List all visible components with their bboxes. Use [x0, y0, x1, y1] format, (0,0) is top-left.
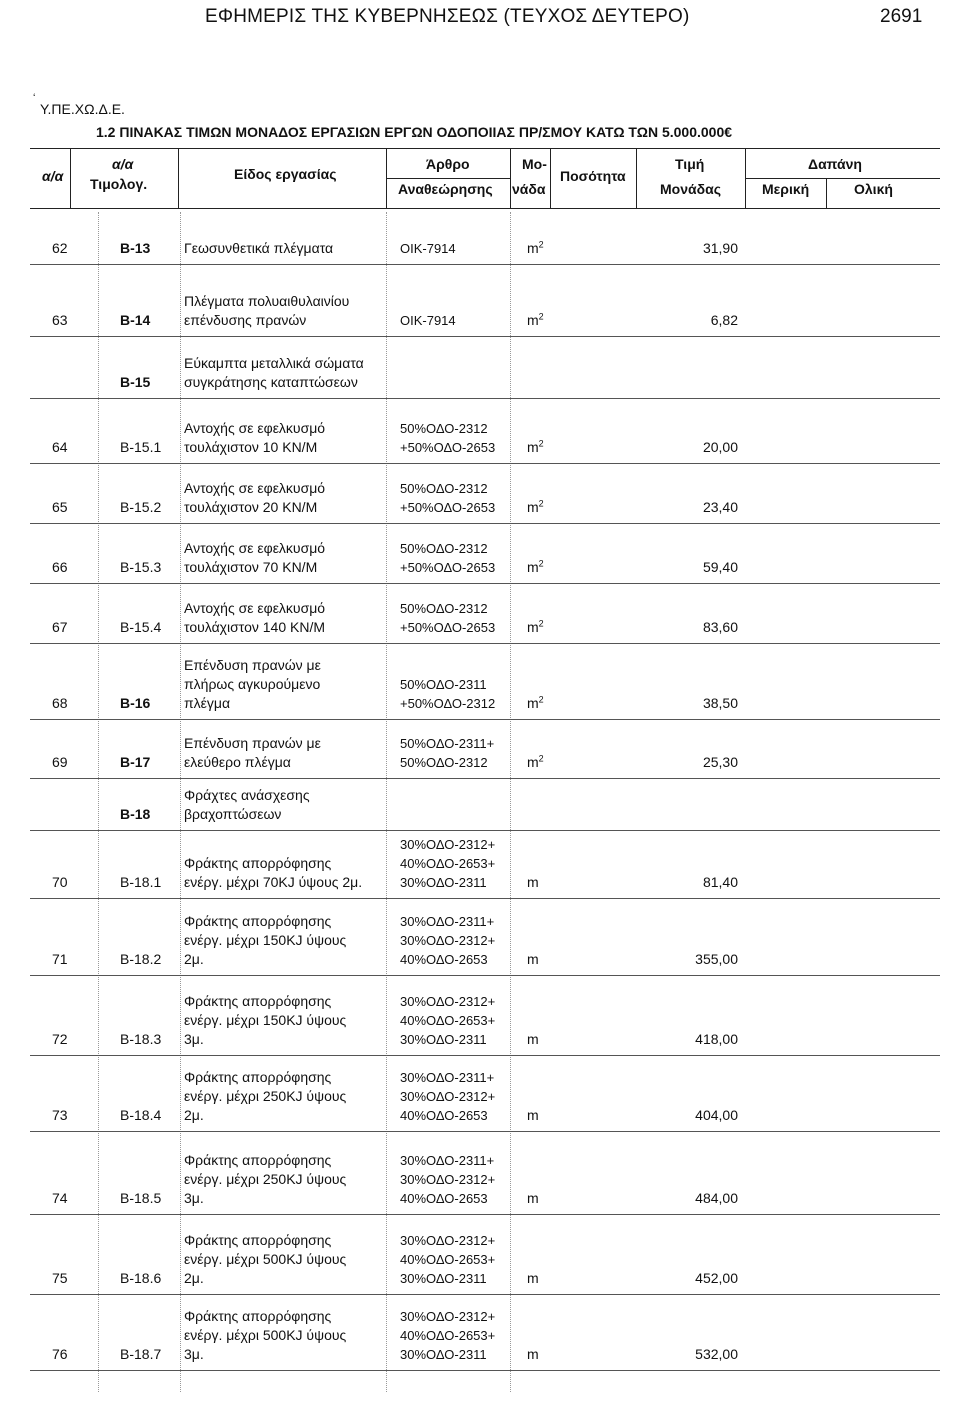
row-article: 30%ΟΔΟ-2311 [400, 875, 487, 890]
row-unit-price: 83,60 [702, 619, 738, 635]
table-row [0, 645, 960, 713]
organization-label: Υ.ΠΕ.ΧΩ.Δ.Ε. [40, 101, 125, 117]
row-description: ενέργ. μέχρι 150KJ ύψους [184, 932, 347, 948]
row-article: ΟΙΚ-7914 [400, 241, 456, 256]
table-header [0, 148, 960, 210]
row-article: 30%ΟΔΟ-2312+ [400, 1309, 496, 1324]
header-monados: Μονάδας [660, 181, 721, 197]
row-article: 30%ΟΔΟ-2311+ [400, 914, 495, 929]
header-timologiou: Τιμολογ. [90, 176, 148, 192]
row-divider [30, 1214, 940, 1215]
row-unit: m [527, 1190, 539, 1206]
header-timi: Τιμή [675, 156, 705, 172]
row-description: Φράκτης απορρόφησης [184, 1232, 332, 1248]
row-article: 30%ΟΔΟ-2312+ [400, 933, 496, 948]
row-aa: 70 [52, 874, 68, 890]
row-unit: m [527, 1270, 539, 1286]
row-description: Φράκτης απορρόφησης [184, 1152, 332, 1168]
row-unit: $m^2$ [527, 311, 544, 328]
row-article: 50%ΟΔΟ-2311 [400, 677, 487, 692]
row-unit-price: 532,00 [695, 1346, 738, 1362]
row-unit-price: 452,00 [695, 1270, 738, 1286]
row-description: ενέργ. μέχρι 500KJ ύψους [184, 1251, 347, 1267]
row-aa: 76 [52, 1346, 68, 1362]
row-description: βραχοπτώσεων [184, 806, 282, 822]
row-description: Φράχτες ανάσχεσης [184, 787, 310, 803]
row-description: Πλέγματα πολυαιθυλαινίου [184, 293, 350, 309]
row-article: 40%ΟΔΟ-2653 [400, 1191, 488, 1206]
row-aa: 67 [52, 619, 68, 635]
row-unit-price: 484,00 [695, 1190, 738, 1206]
row-code: Β-14 [120, 312, 151, 328]
table-row [0, 525, 960, 577]
row-unit-price: 25,30 [702, 754, 738, 770]
row-unit-price: 38,50 [702, 695, 738, 711]
row-description: Φράκτης απορρόφησης [184, 1308, 332, 1324]
row-unit: $m^2$ [527, 558, 544, 575]
row-article: 40%ΟΔΟ-2653 [400, 1108, 488, 1123]
row-description: Εύκαμπτα μεταλλικά σώματα [184, 355, 364, 371]
row-description: 2μ. [184, 1107, 204, 1123]
row-description: συγκράτησης καταπτώσεων [184, 374, 358, 390]
row-description: 3μ. [184, 1190, 204, 1206]
table-row [0, 405, 960, 457]
row-divider [30, 523, 940, 524]
row-code: Β-15.2 [120, 499, 162, 515]
row-divider [30, 643, 940, 644]
row-description: Αντοχής σε εφελκυσμό [184, 420, 326, 436]
row-code: Β-13 [120, 240, 151, 256]
row-divider [30, 463, 940, 464]
row-code: Β-18.3 [120, 1031, 162, 1047]
row-divider [30, 1294, 940, 1295]
row-description: ελεύθερο πλέγμα [184, 754, 291, 770]
row-unit-price: 20,00 [702, 439, 738, 455]
row-article: 40%ΟΔΟ-2653+ [400, 1328, 496, 1343]
row-aa: 62 [52, 240, 68, 256]
row-divider [30, 264, 940, 265]
row-code: Β-17 [120, 754, 151, 770]
row-article: 30%ΟΔΟ-2311+ [400, 1153, 495, 1168]
row-description: πλέγμα [184, 695, 231, 711]
row-article: 30%ΟΔΟ-2311+ [400, 1070, 495, 1085]
page-header [0, 0, 960, 40]
row-divider [30, 1131, 940, 1132]
row-description: Αντοχής σε εφελκυσμό [184, 600, 326, 616]
row-divider [30, 1370, 940, 1371]
row-article: ΟΙΚ-7914 [400, 313, 456, 328]
row-aa: 64 [52, 439, 68, 455]
row-description: Φράκτης απορρόφησης [184, 1069, 332, 1085]
row-aa: 71 [52, 951, 68, 967]
table-row [0, 828, 960, 892]
row-code: Β-15 [120, 374, 151, 390]
row-article: 40%ΟΔΟ-2653+ [400, 856, 496, 871]
table-row [0, 905, 960, 969]
table-row [0, 340, 960, 392]
table-row [0, 222, 960, 258]
row-divider [30, 778, 940, 779]
header-dapani: Δαπάνη [808, 156, 862, 172]
row-aa: 66 [52, 559, 68, 575]
header-oliki: Ολική [854, 181, 893, 197]
row-article: 40%ΟΔΟ-2653+ [400, 1013, 496, 1028]
row-description: 3μ. [184, 1346, 204, 1362]
row-description: 2μ. [184, 1270, 204, 1286]
row-article: 30%ΟΔΟ-2312+ [400, 1233, 496, 1248]
row-aa: 63 [52, 312, 68, 328]
row-unit-price: 418,00 [695, 1031, 738, 1047]
row-aa: 65 [52, 499, 68, 515]
row-description: ενέργ. μέχρι 150KJ ύψους [184, 1012, 347, 1028]
row-article: 30%ΟΔΟ-2312+ [400, 1089, 496, 1104]
row-description: ενέργ. μέχρι 500KJ ύψους [184, 1327, 347, 1343]
row-description: ενέργ. μέχρι 250KJ ύψους [184, 1088, 347, 1104]
header-anatheorisis: Αναθεώρησης [398, 181, 493, 197]
row-code: Β-18.6 [120, 1270, 162, 1286]
row-divider [30, 975, 940, 976]
row-unit: $m^2$ [527, 498, 544, 515]
row-article: +50%ΟΔΟ-2653 [400, 500, 496, 515]
table-title: 1.2 ΠΙΝΑΚΑΣ ΤΙΜΩΝ ΜΟΝΑΔΟΣ ΕΡΓΑΣΙΩΝ ΕΡΓΩΝ ΟΔΟΠΟΙΙΑΣ ΠΡ/ΣΜΟΥ ΚΑΤΩ ΤΩΝ 5.000.000€ [96, 124, 733, 140]
row-code: Β-18 [120, 806, 151, 822]
row-article: 30%ΟΔΟ-2311 [400, 1271, 487, 1286]
row-article: 30%ΟΔΟ-2312+ [400, 837, 496, 852]
row-code: Β-15.4 [120, 619, 162, 635]
row-aa: 75 [52, 1270, 68, 1286]
row-article: 40%ΟΔΟ-2653 [400, 952, 488, 967]
header-aa-tim: α/α [112, 156, 134, 172]
row-unit: $m^2$ [527, 618, 544, 635]
row-unit: m [527, 951, 539, 967]
table-row [0, 1055, 960, 1125]
row-article: 50%ΟΔΟ-2312 [400, 421, 488, 436]
row-article: +50%ΟΔΟ-2653 [400, 560, 496, 575]
row-article: +50%ΟΔΟ-2653 [400, 440, 496, 455]
header-meriki: Μερική [762, 181, 810, 197]
table-row [0, 1220, 960, 1288]
row-article: 50%ΟΔΟ-2312 [400, 541, 488, 556]
row-description: επένδυσης πρανών [184, 312, 307, 328]
row-divider [30, 898, 940, 899]
row-description: πλήρως αγκυρούμενο [184, 676, 321, 692]
row-code: Β-18.1 [120, 874, 162, 890]
page-number: 2691 [880, 6, 923, 27]
header-arthro: Άρθρο [426, 156, 470, 172]
row-description: Επένδυση πρανών με [184, 735, 321, 751]
table-row [0, 1140, 960, 1208]
row-description: τουλάχιστον 20 ΚΝ/Μ [184, 499, 318, 515]
table-row [0, 720, 960, 772]
row-unit: $m^2$ [527, 694, 544, 711]
header-aa: α/α [42, 168, 64, 184]
row-unit: $m^2$ [527, 239, 544, 256]
row-code: Β-18.7 [120, 1346, 162, 1362]
row-code: Β-15.3 [120, 559, 162, 575]
row-description: ενέργ. μέχρι 250KJ ύψους [184, 1171, 347, 1187]
row-unit-price: 6,82 [710, 312, 738, 328]
row-article: 30%ΟΔΟ-2312+ [400, 1172, 496, 1187]
row-unit: m [527, 1107, 539, 1123]
row-description: Φράκτης απορρόφησης [184, 855, 332, 871]
row-description: τουλάχιστον 10 ΚΝ/Μ [184, 439, 318, 455]
row-aa: 72 [52, 1031, 68, 1047]
row-aa: 73 [52, 1107, 68, 1123]
row-divider [30, 398, 940, 399]
row-article: 50%ΟΔΟ-2312 [400, 755, 488, 770]
row-unit: m [527, 1346, 539, 1362]
row-unit-price: 81,40 [702, 874, 738, 890]
row-article: 30%ΟΔΟ-2312+ [400, 994, 496, 1009]
tick-mark: ‘ [33, 92, 36, 104]
row-code: Β-18.4 [120, 1107, 162, 1123]
row-description: 3μ. [184, 1031, 204, 1047]
row-aa: 74 [52, 1190, 68, 1206]
table-row [0, 268, 960, 330]
table-row [0, 585, 960, 637]
row-divider [30, 583, 940, 584]
row-aa: 68 [52, 695, 68, 711]
row-code: Β-16 [120, 695, 151, 711]
row-description: 2μ. [184, 951, 204, 967]
row-unit-price: 355,00 [695, 951, 738, 967]
row-article: 50%ΟΔΟ-2311+ [400, 736, 495, 751]
row-unit: m [527, 874, 539, 890]
row-unit: m [527, 1031, 539, 1047]
row-unit-price: 31,90 [702, 240, 738, 256]
row-unit-price: 404,00 [695, 1107, 738, 1123]
row-description: τουλάχιστον 70 ΚΝ/Μ [184, 559, 318, 575]
row-divider [30, 336, 940, 337]
table-row [0, 1298, 960, 1364]
row-code: Β-15.1 [120, 439, 162, 455]
table-row [0, 465, 960, 517]
row-unit: $m^2$ [527, 753, 544, 770]
header-posotita: Ποσότητα [560, 168, 626, 184]
row-description: Αντοχής σε εφελκυσμό [184, 540, 326, 556]
row-article: 30%ΟΔΟ-2311 [400, 1347, 487, 1362]
row-unit: $m^2$ [527, 438, 544, 455]
row-description: ενέργ. μέχρι 70KJ ύψους 2μ. [184, 874, 363, 890]
row-aa: 69 [52, 754, 68, 770]
gazette-title: ΕΦΗΜΕΡΙΣ ΤΗΣ ΚΥΒΕΡΝΗΣΕΩΣ (ΤΕΥΧΟΣ ΔΕΥΤΕΡΟ) [205, 6, 690, 27]
row-description: τουλάχιστον 140 ΚΝ/Μ [184, 619, 326, 635]
row-description: Γεωσυνθετικά πλέγματα [184, 240, 334, 256]
row-article: +50%ΟΔΟ-2312 [400, 696, 496, 711]
row-description: Αντοχής σε εφελκυσμό [184, 480, 326, 496]
row-unit-price: 23,40 [702, 499, 738, 515]
row-description: Επένδυση πρανών με [184, 657, 321, 673]
row-article: 30%ΟΔΟ-2311 [400, 1032, 487, 1047]
header-monada-1: Μο- [522, 156, 547, 172]
row-article: 50%ΟΔΟ-2312 [400, 481, 488, 496]
row-article: 50%ΟΔΟ-2312 [400, 601, 488, 616]
header-eidos: Είδος εργασίας [234, 166, 337, 182]
table-row [0, 780, 960, 824]
table-row [0, 985, 960, 1049]
row-description: Φράκτης απορρόφησης [184, 913, 332, 929]
row-code: Β-18.2 [120, 951, 162, 967]
row-article: +50%ΟΔΟ-2653 [400, 620, 496, 635]
row-description: Φράκτης απορρόφησης [184, 993, 332, 1009]
row-article: 40%ΟΔΟ-2653+ [400, 1252, 496, 1267]
header-monada-2: νάδα [512, 181, 546, 197]
row-unit-price: 59,40 [702, 559, 738, 575]
row-code: Β-18.5 [120, 1190, 162, 1206]
